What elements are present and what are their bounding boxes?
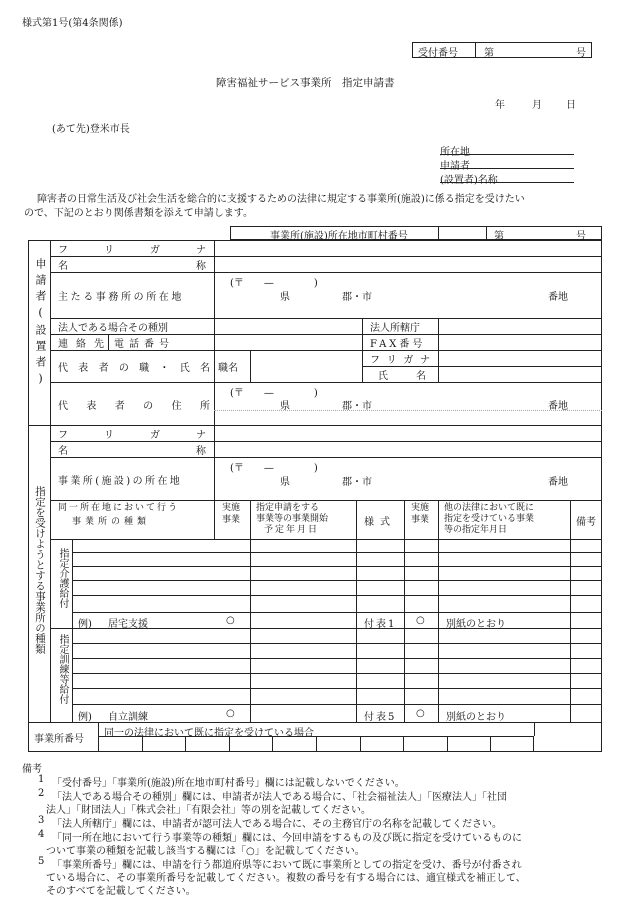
col-implement2-1: 実施 [411, 503, 430, 513]
example2-label: 例) [78, 712, 92, 723]
col-start-date-3: 予定年月日 [264, 525, 320, 535]
example2-mark: ○ [226, 708, 235, 719]
postal-code-3: (〒 — ) [230, 463, 318, 474]
office-name-label: 名 称 [58, 446, 206, 457]
prefecture-3: 県 [280, 477, 290, 488]
note-3-line-1: 「法人所轄庁」欄には、申請者が認可法人である場合に、その主務官庁の名称を記載してください。 [52, 819, 502, 830]
corp-office-label: 法人所轄庁 [370, 323, 420, 334]
col-implement2-2: 事業 [411, 515, 430, 525]
col-other-law-2: 指定を受けている事業 [444, 514, 535, 524]
training-benefit-label: 指定訓練等給付 [57, 634, 68, 704]
applicant-label: 申請者 [440, 161, 470, 172]
city-1: 郡・市 [342, 292, 372, 303]
example1-form: 付表1 [364, 619, 397, 630]
note-2-number: 2 [38, 788, 45, 799]
col-implement-1: 実施 [222, 503, 241, 513]
note-5-line-3: そのすべてを記載してください。 [46, 886, 196, 897]
intro-line-1: 障害者の日常生活及び社会生活を総合的に支援するための法律に規定する事業所(施設)に係る指定を受けたい [37, 194, 525, 205]
office-number-cell-divider [272, 736, 273, 752]
city-3: 郡・市 [342, 477, 372, 488]
example1-label: 例) [78, 619, 92, 630]
applicant-name-field[interactable] [440, 171, 574, 183]
col-office-type-2: 事業所の種類 [72, 517, 151, 527]
date-year: 年 [495, 100, 505, 111]
fax-label: FAX番号 [370, 339, 426, 350]
example1-mark2: ○ [416, 615, 425, 626]
receipt-dai: 第 [484, 48, 494, 59]
office-number-cell-divider [360, 736, 361, 752]
receipt-number-label: 受付番号 [418, 48, 458, 59]
note-2-line-2: 法人」「財団法人」「株式会社」「有限会社」等の別を記載してください。 [46, 805, 371, 816]
muni-code-dai: 第 [494, 231, 504, 242]
office-number-cell-divider [447, 736, 448, 752]
notes-title: 備考 [22, 764, 42, 775]
applicant-address-label: 所在地 [440, 147, 470, 158]
applicant-address-field[interactable] [440, 143, 574, 155]
date-day: 日 [566, 100, 576, 111]
receipt-go: 号 [576, 48, 586, 59]
note-4-number: 4 [38, 829, 45, 840]
note-2-line-1: 「法人である場合その種別」欄には、申請者が法人である場合に、「社会福祉法人」「医療法人」「社団 [52, 792, 507, 803]
prefecture-2: 県 [280, 401, 290, 412]
tel-label: 電話番号 [114, 339, 174, 350]
office-number-cell-divider [403, 736, 404, 752]
col-office-type-1: 同一所在地において行う [58, 503, 180, 513]
office-number-label: 事業所番号 [34, 734, 84, 745]
example2-mark2: ○ [416, 708, 425, 719]
city-2: 郡・市 [342, 401, 372, 412]
representative-label: 代 表 者 の 職 ・ 氏 名 [58, 363, 210, 374]
col-start-date-1: 指定申請をする [256, 503, 320, 513]
banchi-2: 番地 [548, 401, 568, 412]
col-start-date-2: 事業等の事業開始 [256, 514, 329, 524]
muni-code-label: 事業所(施設)所在地市町村番号 [270, 231, 408, 242]
example1-note: 別紙のとおり [446, 619, 506, 630]
example2-service: 自立訓練 [108, 712, 148, 723]
note-5-line-2: ている場合に、その事業所番号を記載してください。複数の番号を有する場合には、適宜様式を補正して、 [46, 873, 526, 884]
contact-label: 連 絡 先 [58, 339, 104, 350]
col-other-law-1: 他の法律において既に [444, 503, 535, 513]
prefecture-1: 県 [280, 292, 290, 303]
office-number-cell-divider [142, 736, 143, 752]
furigana-label: フ リ ガ ナ [58, 245, 206, 256]
banchi-1: 番地 [548, 292, 568, 303]
postal-code-2: (〒 — ) [230, 388, 318, 399]
date-month: 月 [532, 100, 542, 111]
example1-mark: ○ [226, 615, 235, 626]
office-number-cell-divider [316, 736, 317, 752]
office-address-label: 事業所(施設)の所在地 [58, 475, 183, 487]
example2-note: 別紙のとおり [446, 712, 506, 723]
note-3-number: 3 [38, 815, 45, 826]
col-other-law-3: 等の指定年月日 [444, 525, 508, 535]
note-5-number: 5 [38, 856, 45, 867]
rep-post-label: 職名 [218, 363, 238, 374]
example1-service: 居宅支援 [108, 619, 148, 630]
rep-address-label: 代 表 者 の 住 所 [58, 400, 210, 412]
office-number-cell-divider [185, 736, 186, 752]
intro-line-2: ので、下記のとおり関係書類を添えて申請します。 [24, 208, 253, 219]
page-title: 障害福祉サービス事業所 指定申請書 [216, 77, 395, 89]
applicant-side-label: 申請者(設置者) [34, 258, 47, 390]
office-furigana-label: フ リ ガ ナ [58, 430, 206, 441]
note-1-number: 1 [38, 774, 45, 785]
office-number-cell-divider [490, 736, 491, 752]
office-number-note: 同一の法律において既に指定を受けている場合 [104, 728, 314, 739]
form-number: 様式第1号(第4条関係) [22, 18, 123, 29]
note-4-line-1: 「同一所在地において行う事業等の種類」欄には、今回申請をするもの及び既に指定を受けているものに [52, 833, 522, 844]
applicant-name-label: (設置者)名称 [440, 175, 498, 186]
col-implement-2: 事業 [222, 515, 241, 525]
rep-furigana-label: フ リ ガ ナ [370, 355, 430, 366]
banchi-3: 番地 [548, 477, 568, 488]
care-benefit-label: 指定介護給付 [57, 548, 68, 608]
note-1-line-1: 「受付番号」「事業所(施設)所在地市町村番号」欄には記載しないでください。 [52, 778, 405, 789]
main-office-address-label: 主たる事務所の所在地 [58, 292, 184, 303]
corp-type-label: 法人である場合その種別 [58, 323, 168, 334]
muni-code-go: 号 [576, 231, 586, 242]
note-5-line-1: 「事業所番号」欄には、申請を行う都道府県等において既に事業所としての指定を受け、番号が付番され [52, 860, 522, 871]
example2-form: 付表5 [364, 712, 397, 723]
office-number-cell-divider [229, 736, 230, 752]
applicant-field[interactable] [440, 157, 574, 169]
office-type-side-label: 指定を受けようとする事業所の種類 [34, 486, 46, 654]
note-4-line-2: ついて事業の種類を記載し該当する欄には「○」を記載してください。 [46, 846, 365, 857]
col-remarks: 備考 [576, 516, 596, 528]
col-form: 様式 [364, 516, 396, 528]
addressee: (あて先)登米市長 [52, 124, 130, 135]
rep-name-label: 氏 名 [378, 371, 426, 382]
name-label: 名 称 [58, 261, 206, 272]
postal-code-1: (〒 — ) [230, 278, 318, 289]
